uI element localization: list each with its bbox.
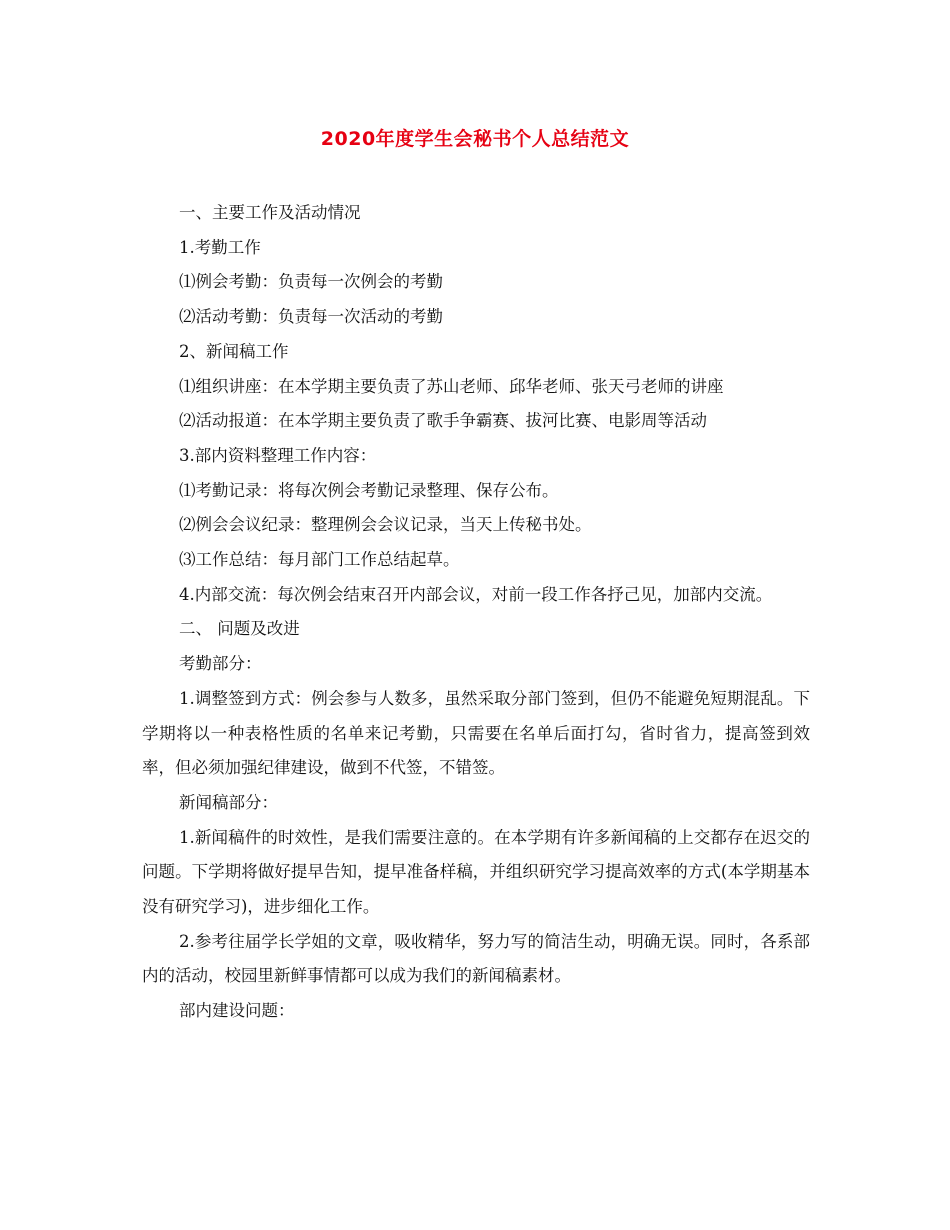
item-lectures: ⑴组织讲座：在本学期主要负责了苏山老师、邱华老师、张天弓老师的讲座 (179, 376, 724, 396)
item-attendance-records: ⑴考勤记录：将每次例会考勤记录整理、保存公布。 (179, 480, 559, 500)
document-body (142, 196, 810, 1029)
item-meeting-minutes: ⑵例会会议纪录：整理例会会议记录，当天上传秘书处。 (179, 515, 592, 535)
item-news-work: 2、新闻稿工作 (179, 341, 289, 361)
paragraph-news-reference: 2.参考往届学长学姐的文章，吸收精华，努力写的简洁生动，明确无误。同时，各系部内的活动，校园里新鲜事情都可以成为我们的新闻稿素材。 (142, 931, 810, 986)
item-meeting-attendance: ⑴例会考勤：负责每一次例会的考勤 (179, 272, 443, 292)
paragraph-signin-adjustment: 1.调整签到方式：例会参与人数多，虽然采取分部门签到，但仍不能避免短期混乱。下学期将以一种表格性质的名单来记考勤，只需要在名单后面打勾，省时省力，提高签到效率，但必须加强纪律建设，做到不代签，不错签。 (142, 688, 810, 778)
subheading-attendance: 考勤部分： (179, 654, 262, 674)
item-work-summary: ⑶工作总结：每月部门工作总结起草。 (179, 550, 460, 570)
document-title: 2020年度学生会秘书个人总结范文 (320, 128, 630, 150)
subheading-department-building: 部内建设问题： (179, 1001, 295, 1021)
section-heading-main-work: 一、主要工作及活动情况 (179, 203, 361, 222)
item-internal-exchange: 4.内部交流：每次例会结束召开内部会议，对前一段工作各抒己见，加部内交流。 (179, 584, 773, 604)
item-activity-attendance: ⑵活动考勤：负责每一次活动的考勤 (179, 307, 443, 327)
subheading-news: 新闻稿部分： (179, 792, 278, 812)
item-data-organizing: 3.部内资料整理工作内容： (179, 445, 377, 465)
paragraph-news-timeliness: 1.新闻稿件的时效性，是我们需要注意的。在本学期有许多新闻稿的上交都存在迟交的问题。下学期将做好提早告知，提早准备样稿，并组织研究学习提高效率的方式(本学期基本没有研究学习)，进步细化工作。 (142, 827, 810, 917)
section-heading-problems: 二、 问题及改进 (179, 619, 300, 639)
item-activity-reports: ⑵活动报道：在本学期主要负责了歌手争霸赛、拔河比赛、电影周等活动 (179, 411, 707, 431)
item-attendance-work: 1.考勤工作 (179, 237, 261, 257)
